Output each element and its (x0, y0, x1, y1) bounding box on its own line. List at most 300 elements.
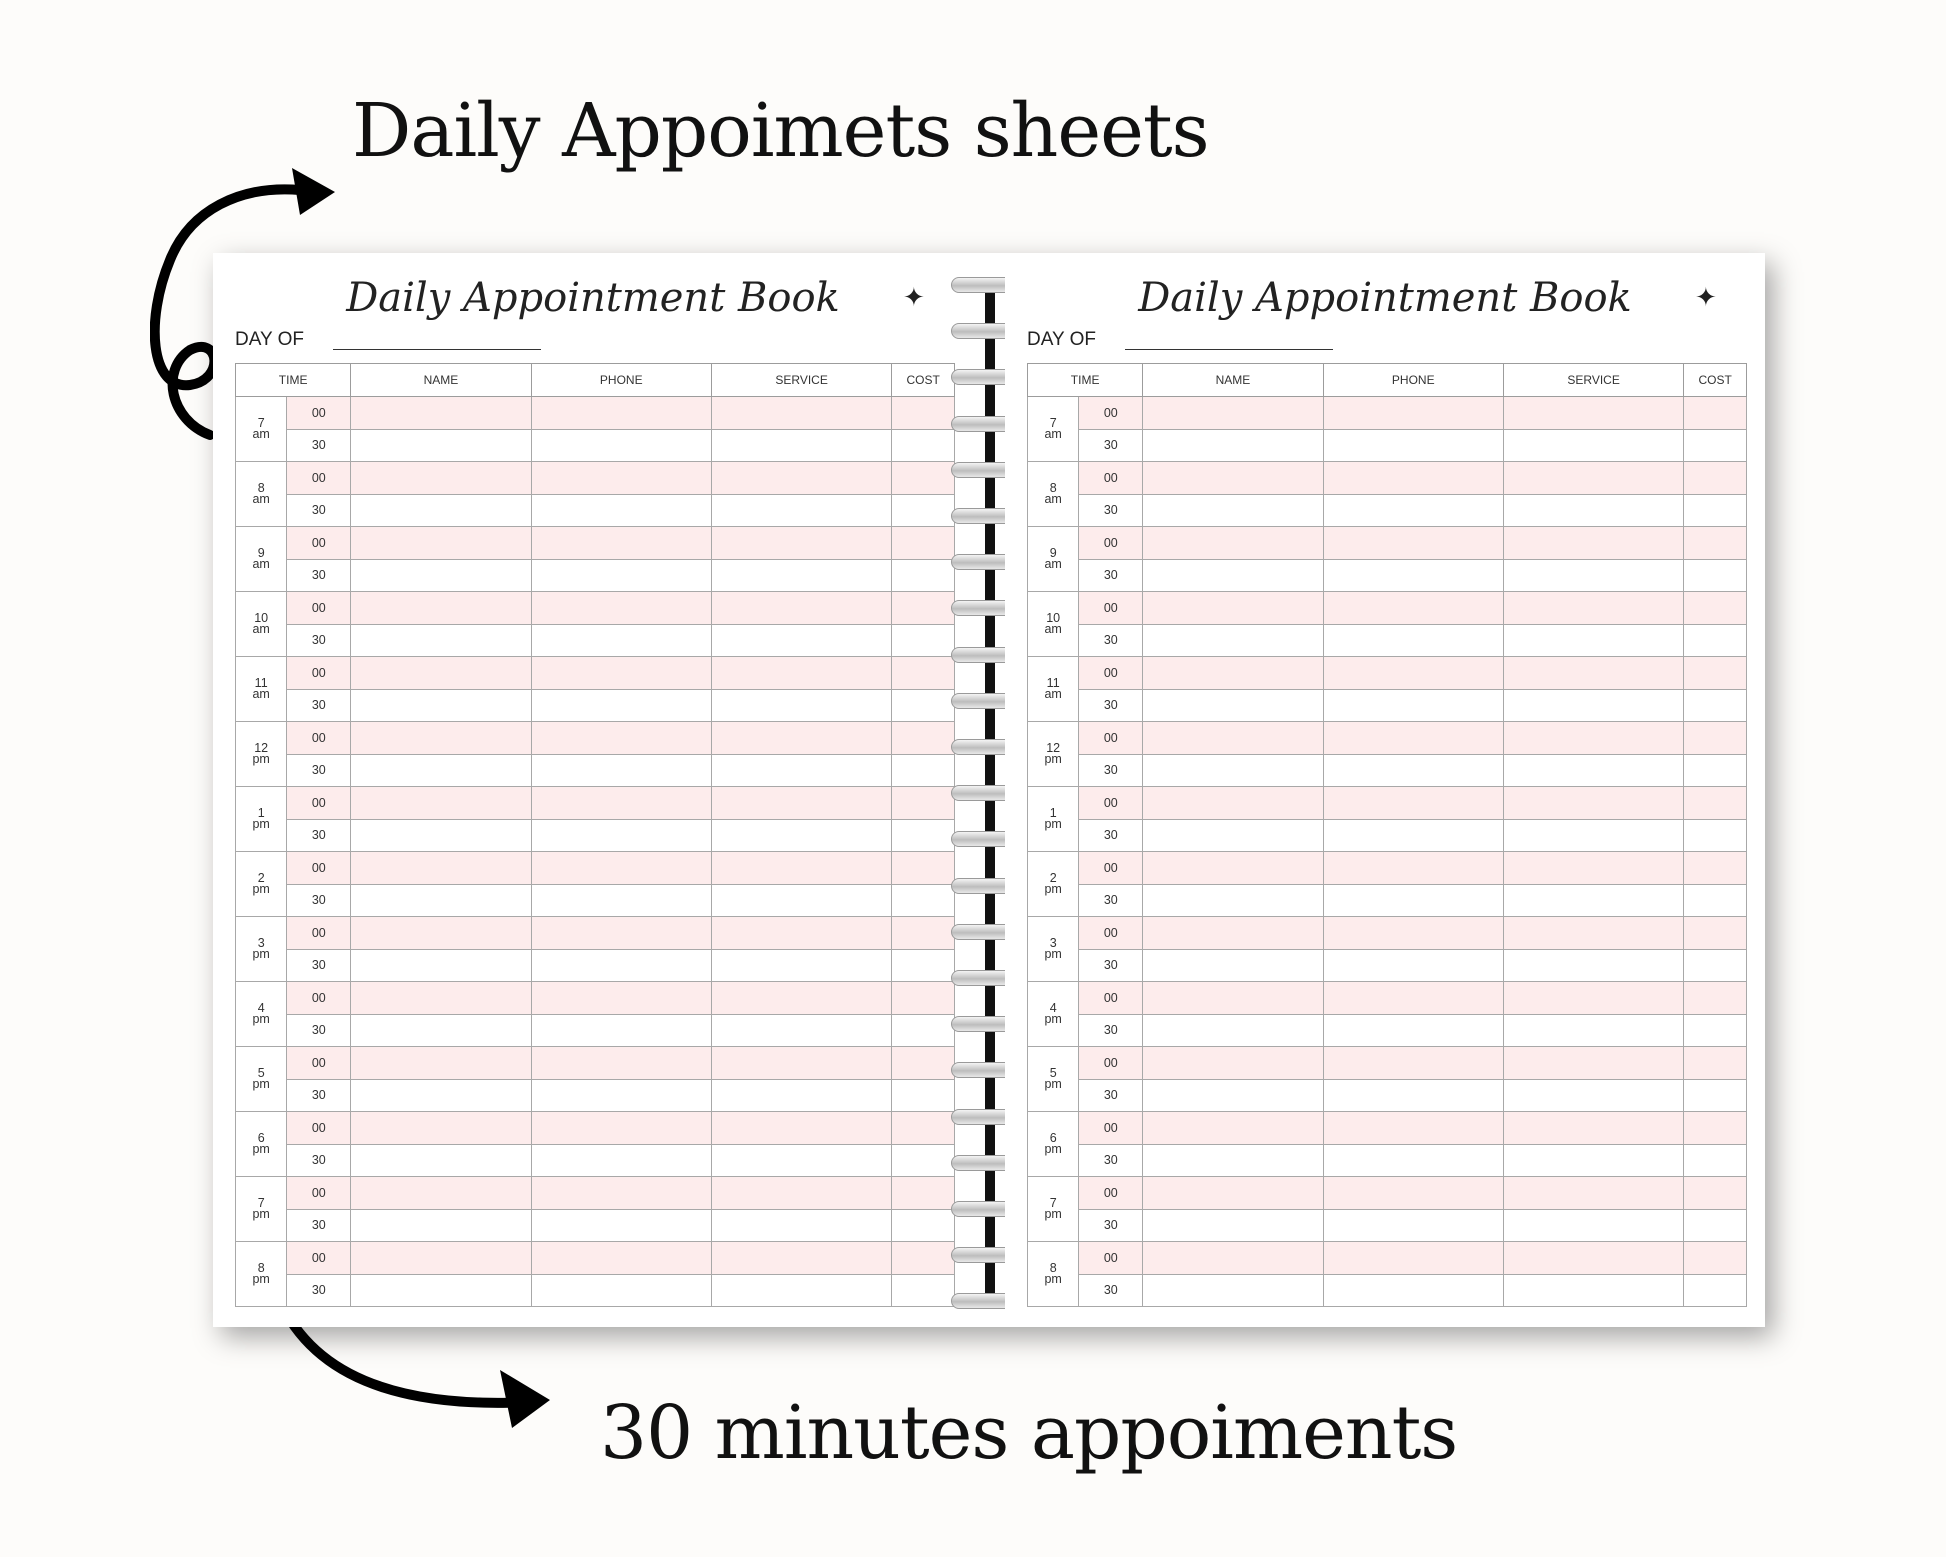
name-cell[interactable] (1143, 494, 1323, 527)
service-cell[interactable] (711, 787, 891, 820)
name-cell[interactable] (1143, 1014, 1323, 1047)
service-cell[interactable] (1503, 1079, 1683, 1112)
name-cell[interactable] (1143, 1274, 1323, 1307)
service-cell[interactable] (1503, 624, 1683, 657)
service-cell[interactable] (1503, 1242, 1683, 1275)
cost-cell[interactable] (1684, 1177, 1747, 1210)
name-cell[interactable] (1143, 1144, 1323, 1177)
service-cell[interactable] (711, 1209, 891, 1242)
table-row (1028, 657, 1747, 690)
phone-cell[interactable] (1323, 819, 1503, 852)
service-cell[interactable] (1503, 722, 1683, 755)
cost-cell[interactable] (1684, 494, 1747, 527)
cost-cell[interactable] (892, 982, 955, 1015)
table-row (1028, 1014, 1747, 1047)
phone-cell[interactable] (1323, 852, 1503, 885)
phone-cell[interactable] (1323, 657, 1503, 690)
service-cell[interactable] (1503, 1274, 1683, 1307)
service-cell[interactable] (1503, 559, 1683, 592)
phone-cell[interactable] (531, 462, 711, 495)
service-cell[interactable] (711, 1242, 891, 1275)
appointment-table (1027, 363, 1747, 1307)
name-cell[interactable] (351, 982, 531, 1015)
cost-cell[interactable] (1684, 949, 1747, 982)
phone-cell[interactable] (531, 1079, 711, 1112)
name-cell[interactable] (1143, 722, 1323, 755)
service-cell[interactable] (711, 397, 891, 430)
name-cell[interactable] (1143, 657, 1323, 690)
service-cell[interactable] (711, 462, 891, 495)
phone-cell[interactable] (1323, 592, 1503, 625)
service-cell[interactable] (1503, 982, 1683, 1015)
name-cell[interactable] (1143, 397, 1323, 430)
service-cell[interactable] (1503, 1177, 1683, 1210)
service-cell[interactable] (711, 1274, 891, 1307)
service-cell[interactable] (711, 527, 891, 560)
hour-period: pm (1044, 1142, 1062, 1156)
cost-cell[interactable] (1684, 1242, 1747, 1275)
minute-cell: 30 (287, 1274, 351, 1307)
phone-cell[interactable] (1323, 494, 1503, 527)
name-cell[interactable] (1143, 982, 1323, 1015)
name-cell[interactable] (351, 1144, 531, 1177)
cost-cell[interactable] (892, 527, 955, 560)
table-row (236, 494, 955, 527)
cost-cell[interactable] (1684, 397, 1747, 430)
hour-cell (236, 1242, 287, 1307)
minute-cell: 30 (287, 429, 351, 462)
cost-cell[interactable] (892, 1014, 955, 1047)
hour-period: am (252, 492, 270, 506)
name-cell[interactable] (351, 917, 531, 950)
service-cell[interactable] (1503, 754, 1683, 787)
cost-cell[interactable] (892, 494, 955, 527)
phone-cell[interactable] (1323, 429, 1503, 462)
left-page (213, 253, 973, 1327)
cost-cell[interactable] (892, 657, 955, 690)
hour-number: 2 (257, 871, 265, 885)
phone-cell[interactable] (1323, 1209, 1503, 1242)
table-row (236, 397, 955, 430)
cost-cell[interactable] (1684, 884, 1747, 917)
name-cell[interactable] (351, 1079, 531, 1112)
name-cell[interactable] (351, 1177, 531, 1210)
name-cell[interactable] (1143, 527, 1323, 560)
name-cell[interactable] (1143, 429, 1323, 462)
name-cell[interactable] (351, 819, 531, 852)
service-cell[interactable] (711, 494, 891, 527)
phone-cell[interactable] (1323, 917, 1503, 950)
name-cell[interactable] (351, 787, 531, 820)
day-of-field[interactable] (333, 349, 541, 350)
minute-cell: 30 (287, 949, 351, 982)
cost-cell[interactable] (1684, 917, 1747, 950)
minute-cell: 00 (1079, 657, 1143, 690)
header-time: TIME (236, 364, 351, 397)
phone-cell[interactable] (1323, 559, 1503, 592)
minute-cell: 30 (287, 1014, 351, 1047)
hour-number: 9 (1049, 546, 1057, 560)
phone-cell[interactable] (531, 527, 711, 560)
minute-cell: 30 (287, 1209, 351, 1242)
service-cell[interactable] (711, 624, 891, 657)
table-row (236, 819, 955, 852)
cost-cell[interactable] (892, 884, 955, 917)
service-cell[interactable] (1503, 592, 1683, 625)
phone-cell[interactable] (1323, 1014, 1503, 1047)
service-cell[interactable] (1503, 397, 1683, 430)
phone-cell[interactable] (1323, 982, 1503, 1015)
table-row (1028, 527, 1747, 560)
service-cell[interactable] (1503, 1144, 1683, 1177)
hour-number: 10 (1046, 611, 1061, 625)
phone-cell[interactable] (1323, 722, 1503, 755)
phone-cell[interactable] (531, 1274, 711, 1307)
cost-cell[interactable] (1684, 1144, 1747, 1177)
service-cell[interactable] (1503, 657, 1683, 690)
minute-cell: 00 (1079, 592, 1143, 625)
name-cell[interactable] (351, 722, 531, 755)
minute-cell: 30 (1079, 494, 1143, 527)
cost-cell[interactable] (1684, 527, 1747, 560)
name-cell[interactable] (351, 527, 531, 560)
cost-cell[interactable] (1684, 982, 1747, 1015)
hour-number: 11 (1046, 676, 1060, 690)
name-cell[interactable] (1143, 559, 1323, 592)
hour-period: pm (1044, 947, 1062, 961)
service-cell[interactable] (711, 949, 891, 982)
cost-cell[interactable] (1684, 1079, 1747, 1112)
cost-cell[interactable] (892, 624, 955, 657)
name-cell[interactable] (351, 494, 531, 527)
phone-cell[interactable] (531, 1014, 711, 1047)
name-cell[interactable] (1143, 689, 1323, 722)
minute-cell: 00 (1079, 852, 1143, 885)
phone-cell[interactable] (1323, 527, 1503, 560)
name-cell[interactable] (351, 624, 531, 657)
name-cell[interactable] (351, 397, 531, 430)
cost-cell[interactable] (1684, 657, 1747, 690)
phone-cell[interactable] (531, 949, 711, 982)
cost-cell[interactable] (892, 1144, 955, 1177)
minute-cell: 00 (1079, 787, 1143, 820)
cost-cell[interactable] (1684, 852, 1747, 885)
phone-cell[interactable] (1323, 1079, 1503, 1112)
phone-cell[interactable] (1323, 1274, 1503, 1307)
phone-cell[interactable] (531, 1112, 711, 1145)
cost-cell[interactable] (1684, 559, 1747, 592)
name-cell[interactable] (351, 852, 531, 885)
name-cell[interactable] (351, 884, 531, 917)
minute-cell: 30 (1079, 559, 1143, 592)
name-cell[interactable] (351, 1047, 531, 1080)
cost-cell[interactable] (1684, 722, 1747, 755)
service-cell[interactable] (711, 429, 891, 462)
cost-cell[interactable] (1684, 754, 1747, 787)
name-cell[interactable] (351, 754, 531, 787)
phone-cell[interactable] (531, 754, 711, 787)
cost-cell[interactable] (892, 1112, 955, 1145)
table-row (1028, 429, 1747, 462)
name-cell[interactable] (1143, 852, 1323, 885)
phone-cell[interactable] (1323, 624, 1503, 657)
appointment-table (235, 363, 955, 1307)
phone-cell[interactable] (531, 559, 711, 592)
table-row (236, 592, 955, 625)
name-cell[interactable] (351, 1209, 531, 1242)
phone-cell[interactable] (531, 787, 711, 820)
hour-number: 8 (257, 1261, 265, 1275)
name-cell[interactable] (1143, 592, 1323, 625)
phone-cell[interactable] (531, 722, 711, 755)
name-cell[interactable] (1143, 1209, 1323, 1242)
name-cell[interactable] (1143, 462, 1323, 495)
name-cell[interactable] (1143, 787, 1323, 820)
name-cell[interactable] (1143, 754, 1323, 787)
name-cell[interactable] (351, 1242, 531, 1275)
service-cell[interactable] (1503, 494, 1683, 527)
minute-cell: 30 (287, 689, 351, 722)
hour-number: 12 (254, 741, 269, 755)
name-cell[interactable] (351, 429, 531, 462)
phone-cell[interactable] (1323, 462, 1503, 495)
cost-cell[interactable] (892, 397, 955, 430)
name-cell[interactable] (1143, 819, 1323, 852)
cost-cell[interactable] (1684, 819, 1747, 852)
hour-period: pm (252, 1272, 270, 1286)
service-cell[interactable] (1503, 1014, 1683, 1047)
hour-period: pm (252, 882, 270, 896)
cost-cell[interactable] (892, 1274, 955, 1307)
service-cell[interactable] (1503, 819, 1683, 852)
table-row (236, 624, 955, 657)
hour-number: 11 (254, 676, 268, 690)
day-of-field[interactable] (1125, 349, 1333, 350)
phone-cell[interactable] (531, 982, 711, 1015)
phone-cell[interactable] (531, 1047, 711, 1080)
name-cell[interactable] (1143, 1242, 1323, 1275)
cost-cell[interactable] (892, 1079, 955, 1112)
phone-cell[interactable] (531, 494, 711, 527)
minute-cell: 00 (1079, 1112, 1143, 1145)
phone-cell[interactable] (531, 689, 711, 722)
minute-cell: 00 (287, 657, 351, 690)
cost-cell[interactable] (892, 1177, 955, 1210)
service-cell[interactable] (711, 722, 891, 755)
phone-cell[interactable] (1323, 787, 1503, 820)
minute-cell: 30 (1079, 689, 1143, 722)
hour-cell (236, 527, 287, 592)
cost-cell[interactable] (1684, 1047, 1747, 1080)
phone-cell[interactable] (531, 1242, 711, 1275)
cost-cell[interactable] (892, 592, 955, 625)
cost-cell[interactable] (892, 1209, 955, 1242)
service-cell[interactable] (1503, 852, 1683, 885)
minute-cell: 00 (287, 982, 351, 1015)
service-cell[interactable] (711, 657, 891, 690)
service-cell[interactable] (711, 852, 891, 885)
phone-cell[interactable] (531, 884, 711, 917)
phone-cell[interactable] (531, 852, 711, 885)
cost-cell[interactable] (892, 689, 955, 722)
hour-cell (1028, 917, 1079, 982)
minute-cell: 00 (287, 917, 351, 950)
name-cell[interactable] (351, 657, 531, 690)
service-cell[interactable] (711, 754, 891, 787)
service-cell[interactable] (711, 1047, 891, 1080)
cost-cell[interactable] (1684, 1274, 1747, 1307)
four-point-star-icon: ✦ (903, 283, 925, 313)
table-row (1028, 1112, 1747, 1145)
phone-cell[interactable] (1323, 397, 1503, 430)
cost-cell[interactable] (892, 1047, 955, 1080)
service-cell[interactable] (711, 1177, 891, 1210)
cost-cell[interactable] (1684, 429, 1747, 462)
cost-cell[interactable] (892, 462, 955, 495)
hour-number: 8 (257, 481, 265, 495)
service-cell[interactable] (711, 559, 891, 592)
name-cell[interactable] (351, 689, 531, 722)
phone-cell[interactable] (531, 1209, 711, 1242)
name-cell[interactable] (1143, 1047, 1323, 1080)
cost-cell[interactable] (1684, 689, 1747, 722)
service-cell[interactable] (1503, 429, 1683, 462)
hour-number: 6 (1049, 1131, 1057, 1145)
service-cell[interactable] (1503, 1209, 1683, 1242)
table-row (236, 689, 955, 722)
cost-cell[interactable] (1684, 1014, 1747, 1047)
phone-cell[interactable] (531, 397, 711, 430)
service-cell[interactable] (1503, 884, 1683, 917)
phone-cell[interactable] (1323, 1144, 1503, 1177)
service-cell[interactable] (711, 884, 891, 917)
minute-cell: 00 (1079, 1177, 1143, 1210)
minute-cell: 30 (287, 1079, 351, 1112)
name-cell[interactable] (351, 559, 531, 592)
phone-cell[interactable] (531, 592, 711, 625)
header-row (236, 364, 955, 397)
name-cell[interactable] (1143, 624, 1323, 657)
phone-cell[interactable] (531, 1177, 711, 1210)
name-cell[interactable] (351, 1274, 531, 1307)
name-cell[interactable] (1143, 1177, 1323, 1210)
phone-cell[interactable] (1323, 884, 1503, 917)
minute-cell: 30 (1079, 1014, 1143, 1047)
hour-cell (236, 462, 287, 527)
cost-cell[interactable] (892, 1242, 955, 1275)
name-cell[interactable] (1143, 884, 1323, 917)
service-cell[interactable] (711, 982, 891, 1015)
minute-cell: 00 (287, 1047, 351, 1080)
name-cell[interactable] (351, 949, 531, 982)
name-cell[interactable] (351, 1014, 531, 1047)
service-cell[interactable] (711, 1112, 891, 1145)
phone-cell[interactable] (531, 624, 711, 657)
cost-cell[interactable] (892, 559, 955, 592)
table-row (1028, 1209, 1747, 1242)
service-cell[interactable] (711, 1014, 891, 1047)
phone-cell[interactable] (1323, 1177, 1503, 1210)
table-row (1028, 1274, 1747, 1307)
hour-number: 8 (1049, 1261, 1057, 1275)
service-cell[interactable] (1503, 1047, 1683, 1080)
table-row (1028, 722, 1747, 755)
phone-cell[interactable] (1323, 1047, 1503, 1080)
cost-cell[interactable] (892, 754, 955, 787)
service-cell[interactable] (1503, 949, 1683, 982)
phone-cell[interactable] (531, 429, 711, 462)
service-cell[interactable] (1503, 462, 1683, 495)
service-cell[interactable] (1503, 1112, 1683, 1145)
service-cell[interactable] (711, 1144, 891, 1177)
table-row (236, 787, 955, 820)
service-cell[interactable] (1503, 527, 1683, 560)
service-cell[interactable] (1503, 787, 1683, 820)
name-cell[interactable] (351, 462, 531, 495)
table-row (236, 1209, 955, 1242)
cost-cell[interactable] (1684, 1112, 1747, 1145)
cost-cell[interactable] (892, 722, 955, 755)
hour-cell (236, 787, 287, 852)
minute-cell: 30 (1079, 624, 1143, 657)
minute-cell: 00 (1079, 462, 1143, 495)
phone-cell[interactable] (531, 657, 711, 690)
service-cell[interactable] (711, 819, 891, 852)
cost-cell[interactable] (892, 429, 955, 462)
service-cell[interactable] (711, 1079, 891, 1112)
service-cell[interactable] (1503, 917, 1683, 950)
cost-cell[interactable] (892, 917, 955, 950)
name-cell[interactable] (351, 592, 531, 625)
hour-period: pm (1044, 1272, 1062, 1286)
header-service: SERVICE (1503, 364, 1683, 397)
cost-cell[interactable] (1684, 1209, 1747, 1242)
name-cell[interactable] (351, 1112, 531, 1145)
service-cell[interactable] (711, 917, 891, 950)
hour-number: 6 (257, 1131, 265, 1145)
cost-cell[interactable] (1684, 624, 1747, 657)
phone-cell[interactable] (531, 1144, 711, 1177)
table-row (1028, 1144, 1747, 1177)
hour-period: pm (252, 1012, 270, 1026)
hour-cell (236, 592, 287, 657)
cost-cell[interactable] (892, 819, 955, 852)
service-cell[interactable] (711, 689, 891, 722)
cost-cell[interactable] (1684, 787, 1747, 820)
phone-cell[interactable] (1323, 754, 1503, 787)
name-cell[interactable] (1143, 917, 1323, 950)
phone-cell[interactable] (1323, 1112, 1503, 1145)
cost-cell[interactable] (1684, 592, 1747, 625)
phone-cell[interactable] (531, 819, 711, 852)
name-cell[interactable] (1143, 949, 1323, 982)
cost-cell[interactable] (892, 949, 955, 982)
cost-cell[interactable] (1684, 462, 1747, 495)
phone-cell[interactable] (1323, 1242, 1503, 1275)
phone-cell[interactable] (531, 917, 711, 950)
cost-cell[interactable] (892, 787, 955, 820)
minute-cell: 00 (287, 462, 351, 495)
page-title: Daily Appointment Book (1138, 275, 1632, 321)
table-row (1028, 494, 1747, 527)
name-cell[interactable] (1143, 1079, 1323, 1112)
name-cell[interactable] (1143, 1112, 1323, 1145)
phone-cell[interactable] (1323, 949, 1503, 982)
service-cell[interactable] (711, 592, 891, 625)
phone-cell[interactable] (1323, 689, 1503, 722)
service-cell[interactable] (1503, 689, 1683, 722)
cost-cell[interactable] (892, 852, 955, 885)
